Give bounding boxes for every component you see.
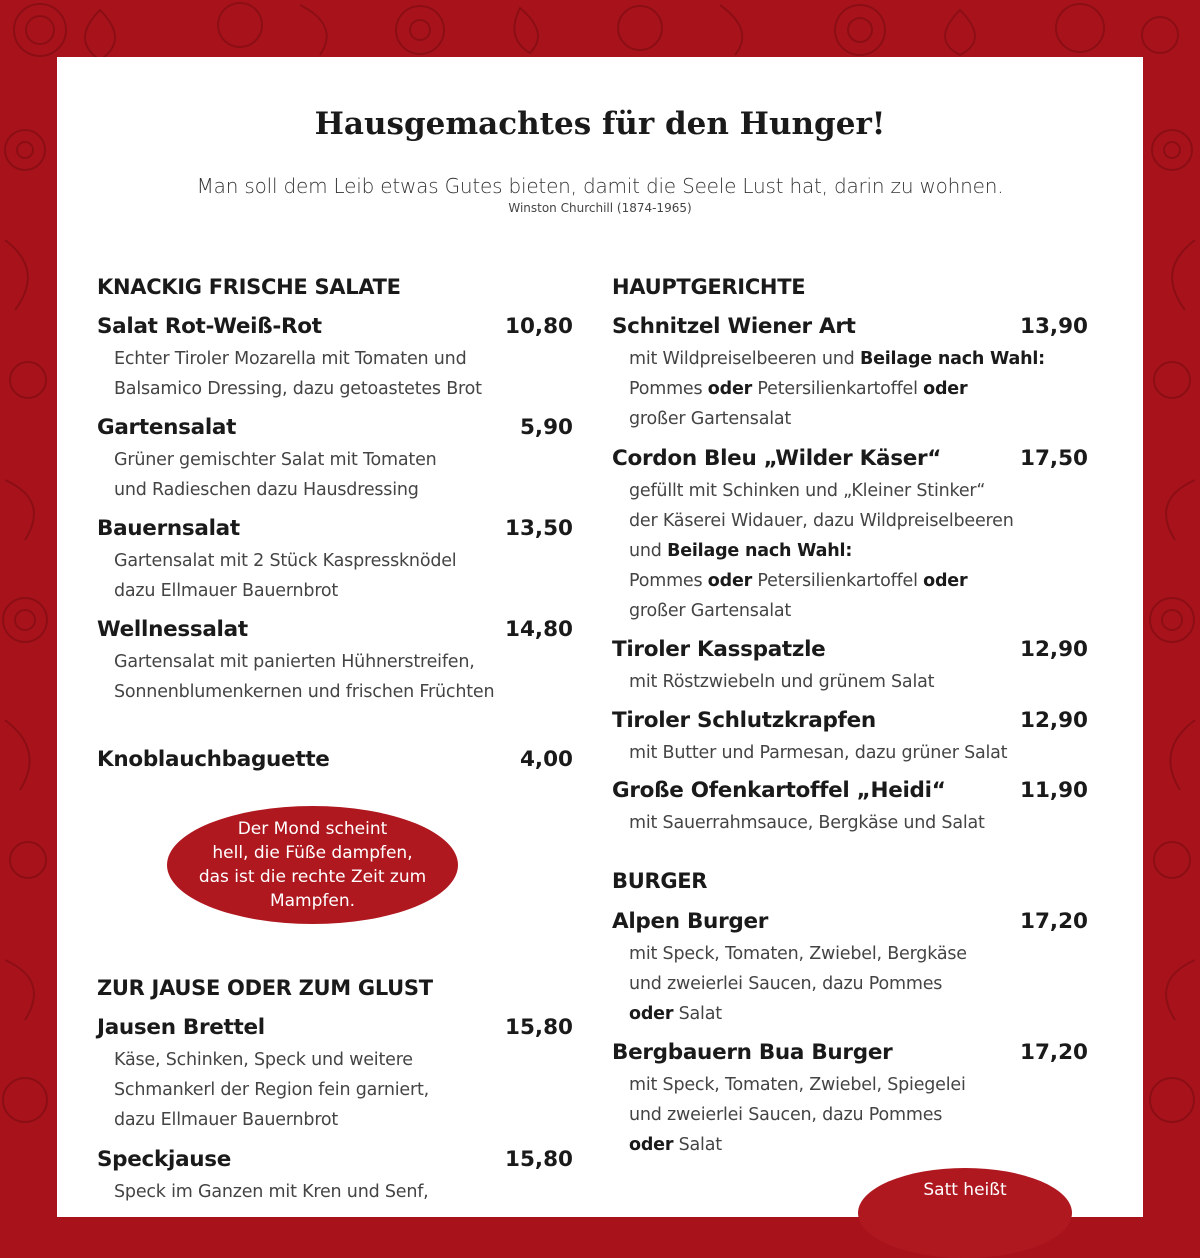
- item-description: Käse, Schinken, Speck und weitere: [114, 1050, 413, 1070]
- item-name: Jausen Brettel: [97, 1015, 265, 1040]
- item-description: Gartensalat mit 2 Stück Kaspressknödel: [114, 551, 457, 571]
- item-name: Schnitzel Wiener Art: [612, 314, 856, 339]
- item-description: Balsamico Dressing, dazu getoastetes Brot: [114, 379, 482, 399]
- item-description: großer Gartensalat: [629, 601, 792, 621]
- speech-bubble-left: [167, 806, 458, 924]
- item-description: Grüner gemischter Salat mit Tomaten: [114, 450, 437, 470]
- item-name: Knoblauchbaguette: [97, 747, 330, 772]
- item-description: mit Sauerrahmsauce, Bergkäse und Salat: [629, 813, 985, 833]
- item-price: 11,90: [1019, 778, 1088, 803]
- item-price: 12,90: [1019, 708, 1088, 733]
- menu-item-schlutzkrapfen: [612, 708, 1088, 768]
- item-price: 14,80: [504, 617, 573, 642]
- item-price: 13,50: [504, 516, 573, 541]
- menu-item-bauernsalat: [97, 516, 573, 606]
- item-name: Große Ofenkartoffel „Heidi“: [612, 778, 946, 803]
- speech-bubble-right: [858, 1168, 1072, 1258]
- page-title: Hausgemachtes für den Hunger!: [314, 106, 886, 142]
- item-name: Salat Rot-Weiß-Rot: [97, 314, 322, 339]
- section-salads-heading: KNACKIG FRISCHE SALATE: [97, 275, 401, 299]
- item-price: 15,80: [504, 1015, 573, 1040]
- menu-item-ofenkartoffel: [612, 778, 1088, 838]
- menu-item-cordon-bleu: [612, 446, 1088, 626]
- item-description: Echter Tiroler Mozarella mit Tomaten und: [114, 349, 467, 369]
- item-price: 5,90: [519, 415, 573, 440]
- item-description: oder Salat: [629, 1135, 722, 1155]
- section-jause-heading: ZUR JAUSE ODER ZUM GLUST: [97, 976, 433, 1000]
- menu-item-schnitzel: [612, 314, 1088, 434]
- item-price: 15,80: [504, 1147, 573, 1172]
- bubble-line: Der Mond scheint: [237, 819, 388, 839]
- quote-author: Winston Churchill (1874-1965): [508, 201, 692, 215]
- item-description: oder Salat: [629, 1004, 722, 1024]
- item-description: mit Speck, Tomaten, Zwiebel, Spiegelei: [629, 1075, 966, 1095]
- item-price: 13,90: [1019, 314, 1088, 339]
- menu-item-gartensalat: [97, 415, 573, 505]
- menu-item-knoblauchbaguette: [97, 747, 573, 777]
- item-price: 4,00: [519, 747, 573, 772]
- item-description: großer Gartensalat: [629, 409, 792, 429]
- menu-item-jausen-brettel: [97, 1015, 573, 1135]
- menu-item-alpen-burger: [612, 909, 1088, 1029]
- menu-item-speckjause: [97, 1147, 573, 1207]
- item-description: und zweierlei Saucen, dazu Pommes: [629, 974, 943, 994]
- item-description: Gartensalat mit panierten Hühnerstreifen,: [114, 652, 475, 672]
- item-description: gefüllt mit Schinken und „Kleiner Stinker“: [629, 481, 986, 501]
- item-description: Speck im Ganzen mit Kren und Senf,: [114, 1182, 429, 1202]
- item-description: der Käserei Widauer, dazu Wildpreiselbeeren: [629, 511, 1014, 531]
- item-description: mit Butter und Parmesan, dazu grüner Salat: [629, 743, 1008, 763]
- bubble-line: hell, die Füße dampfen,: [212, 843, 413, 863]
- item-name: Bergbauern Bua Burger: [612, 1040, 893, 1065]
- menu-item-wellnessalat: [97, 617, 573, 707]
- menu-item-salat-rot-weiss-rot: [97, 314, 573, 404]
- item-description: Pommes oder Petersilienkartoffel oder: [629, 379, 968, 399]
- bubble-line: Satt heißt: [923, 1180, 1007, 1200]
- item-description: Pommes oder Petersilienkartoffel oder: [629, 571, 968, 591]
- bubble-line: das ist die rechte Zeit zum: [198, 867, 427, 887]
- item-description: Schmankerl der Region fein garniert,: [114, 1080, 429, 1100]
- section-burger-heading: BURGER: [612, 869, 708, 893]
- item-name: Speckjause: [97, 1147, 232, 1172]
- item-description: dazu Ellmauer Bauernbrot: [114, 581, 339, 601]
- menu-item-kasspatzle: [612, 637, 1088, 697]
- item-name: Cordon Bleu „Wilder Käser“: [612, 446, 942, 471]
- item-price: 10,80: [504, 314, 573, 339]
- item-description: Sonnenblumenkernen und frischen Früchten: [114, 682, 495, 702]
- quote-text: Man soll dem Leib etwas Gutes bieten, damit die Seele Lust hat, darin zu wohnen.: [196, 174, 1004, 198]
- item-description: mit Röstzwiebeln und grünem Salat: [629, 672, 935, 692]
- menu-item-bergbauern-burger: [612, 1040, 1088, 1160]
- bubble-line: Mampfen.: [269, 891, 356, 911]
- item-price: 12,90: [1019, 637, 1088, 662]
- section-mains-heading: HAUPTGERICHTE: [612, 275, 806, 299]
- item-name: Tiroler Kasspatzle: [612, 637, 826, 662]
- item-description: und Beilage nach Wahl:: [629, 541, 853, 561]
- item-name: Alpen Burger: [612, 909, 769, 934]
- item-name: Wellnessalat: [97, 617, 248, 642]
- item-name: Gartensalat: [97, 415, 237, 440]
- item-name: Bauernsalat: [97, 516, 240, 541]
- item-price: 17,20: [1019, 909, 1088, 934]
- item-description: mit Wildpreiselbeeren und Beilage nach Wahl:: [629, 349, 1045, 369]
- item-price: 17,20: [1019, 1040, 1088, 1065]
- item-name: Tiroler Schlutzkrapfen: [612, 708, 876, 733]
- item-description: dazu Ellmauer Bauernbrot: [114, 1110, 339, 1130]
- item-price: 17,50: [1019, 446, 1088, 471]
- item-description: und Radieschen dazu Hausdressing: [114, 480, 419, 500]
- item-description: mit Speck, Tomaten, Zwiebel, Bergkäse: [629, 944, 967, 964]
- item-description: und zweierlei Saucen, dazu Pommes: [629, 1105, 943, 1125]
